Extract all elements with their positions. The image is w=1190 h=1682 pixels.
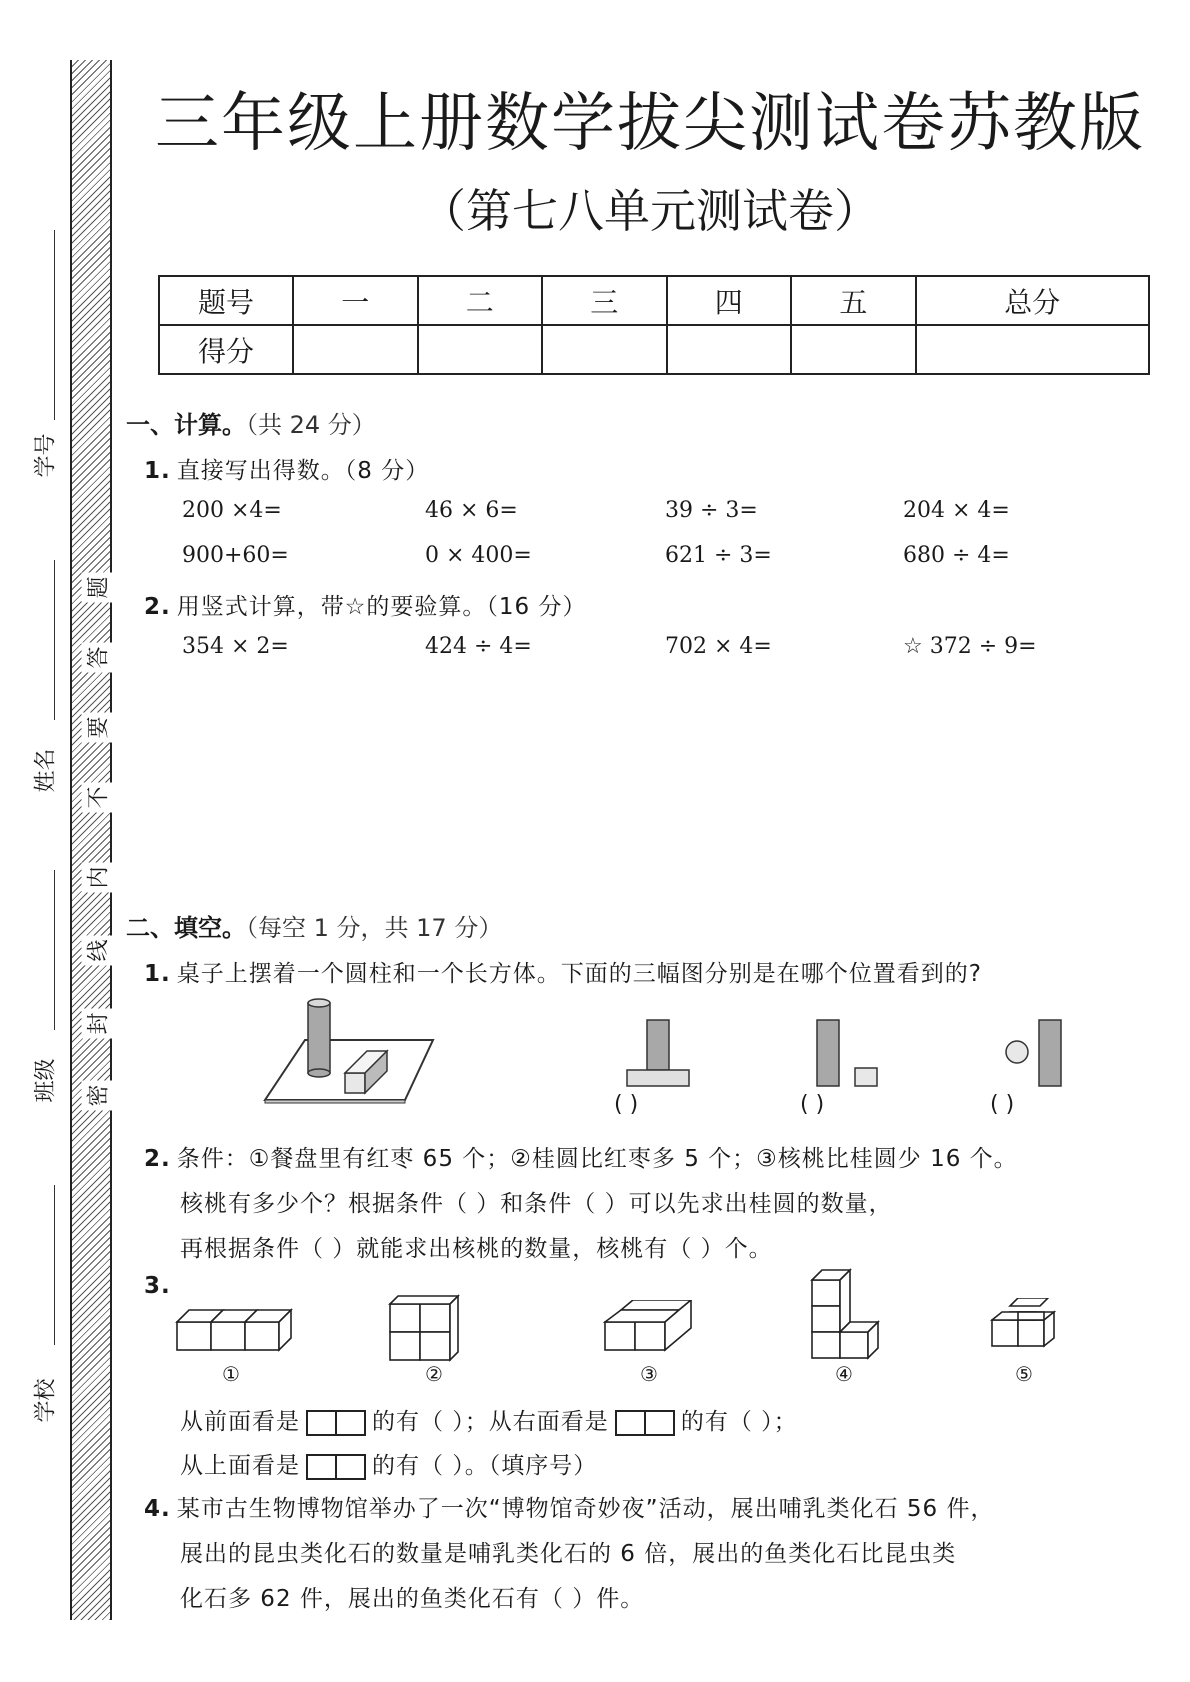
question-text-line: 核桃有多少个？根据条件（ ）和条件（ ）可以先求出桂圆的数量， xyxy=(180,1191,893,1217)
score-table-cell: 一 xyxy=(293,276,418,325)
calc-item: ☆ 372 ÷ 9= xyxy=(903,634,1037,659)
cube-figure-1 xyxy=(175,1300,295,1360)
s1-question-1 xyxy=(144,452,429,485)
calc-item: 200 ×4= xyxy=(182,498,282,523)
score-table-cell: 五 xyxy=(791,276,916,325)
hatched-border xyxy=(70,60,112,1620)
question-text-line: 展出的昆虫类化石的数量是哺乳类化石的 6 倍，展出的鱼类化石比昆虫类 xyxy=(180,1541,957,1567)
cube-figure-3 xyxy=(603,1300,703,1362)
calc-item: 204 × 4= xyxy=(903,498,1010,523)
figure-label: ⑤ xyxy=(1015,1362,1033,1386)
score-input-cell[interactable] xyxy=(916,325,1149,374)
view-figure-c xyxy=(1003,1018,1073,1090)
score-table-cell: 总分 xyxy=(916,276,1149,325)
score-table-header-row xyxy=(159,276,1149,325)
cube-figure-4 xyxy=(810,1268,890,1364)
seal-char: 要 xyxy=(82,713,113,743)
q3-line-1 xyxy=(180,1403,798,1436)
calc-item: 900+60= xyxy=(182,543,289,568)
section-1-heading xyxy=(126,405,376,440)
s2-question-2 xyxy=(144,1140,1018,1173)
calc-item: 354 × 2= xyxy=(182,634,289,659)
score-input-cell[interactable] xyxy=(542,325,667,374)
name-line xyxy=(54,560,55,720)
question-text: 从前面看是 xyxy=(180,1409,300,1435)
two-square-shape xyxy=(306,1454,366,1480)
score-table-score-row xyxy=(159,325,1149,374)
answer-blank[interactable]: ( ) xyxy=(800,1092,825,1117)
calc-item: 621 ÷ 3= xyxy=(665,543,772,568)
school-line xyxy=(54,1185,55,1345)
cube-figure-2 xyxy=(388,1292,468,1362)
view-figure-a xyxy=(625,1018,695,1090)
calc-item: 424 ÷ 4= xyxy=(425,634,532,659)
question-number: 1. xyxy=(144,961,171,987)
view-figure-b xyxy=(815,1018,885,1090)
seal-char: 不 xyxy=(82,783,113,813)
question-text: 条件：①餐盘里有红枣 65 个；②桂圆比红枣多 5 个；③核桃比桂圆少 16 个。 xyxy=(176,1146,1018,1172)
question-text: 某市古生物博物馆举办了一次“博物馆奇妙夜”活动，展出哺乳类化石 56 件， xyxy=(176,1496,995,1522)
section-2-heading xyxy=(126,908,502,943)
page-subtitle: （第七八单元测试卷） xyxy=(420,184,880,238)
score-table-cell: 四 xyxy=(667,276,792,325)
seal-char: 内 xyxy=(82,863,113,893)
section-1-note: （共 24 分） xyxy=(246,411,376,439)
answer-blank[interactable]: ( ) xyxy=(614,1092,639,1117)
cube-figure-5 xyxy=(990,1298,1070,1362)
score-input-cell[interactable] xyxy=(293,325,418,374)
question-number: 4. xyxy=(144,1496,171,1522)
student-no-label: 学号 xyxy=(33,433,59,478)
s2-question-4 xyxy=(144,1490,994,1523)
class-line xyxy=(54,870,55,1030)
score-table-cell: 题号 xyxy=(159,276,293,325)
seal-char: 题 xyxy=(82,573,113,603)
calc-item: 0 × 400= xyxy=(425,543,532,568)
seal-char: 封 xyxy=(82,1009,113,1039)
score-table-cell: 二 xyxy=(418,276,543,325)
s1-question-2 xyxy=(144,588,586,621)
score-table-cell: 三 xyxy=(542,276,667,325)
score-table-cell: 得分 xyxy=(159,325,293,374)
question-number: 2. xyxy=(144,594,171,620)
question-text: 桌子上摆着一个圆柱和一个长方体。下面的三幅图分别是在哪个位置看到的? xyxy=(176,961,982,987)
question-number: 2. xyxy=(144,1146,171,1172)
figure-label: ④ xyxy=(835,1362,853,1386)
score-input-cell[interactable] xyxy=(418,325,543,374)
question-text: 的有（ ）； xyxy=(680,1409,798,1435)
score-input-cell[interactable] xyxy=(667,325,792,374)
question-number: 3. xyxy=(144,1273,171,1299)
figure-label: ② xyxy=(425,1362,443,1386)
name-label: 姓名 xyxy=(33,748,59,793)
q3-line-2 xyxy=(180,1447,597,1480)
score-table xyxy=(158,275,1150,375)
school-label: 学校 xyxy=(33,1378,59,1423)
question-text: 从上面看是 xyxy=(180,1453,300,1479)
question-text-line: 再根据条件（ ）就能求出核桃的数量，核桃有（ ）个。 xyxy=(180,1236,773,1262)
s2-question-3 xyxy=(144,1273,177,1299)
student-no-line xyxy=(54,230,55,420)
question-text-line: 化石多 62 件，展出的鱼类化石有（ ）件。 xyxy=(180,1586,645,1612)
page-title: 三年级上册数学拔尖测试卷苏教版 xyxy=(155,87,1145,161)
figure-label: ① xyxy=(222,1362,240,1386)
calc-item: 680 ÷ 4= xyxy=(903,543,1010,568)
calc-item: 39 ÷ 3= xyxy=(665,498,758,523)
section-2-note: （每空 1 分，共 17 分） xyxy=(246,914,503,942)
question-text: 的有（ ）；从右面看是 xyxy=(372,1409,609,1435)
class-label: 班级 xyxy=(33,1058,59,1103)
two-square-shape xyxy=(615,1410,675,1436)
calc-item: 46 × 6= xyxy=(425,498,518,523)
seal-char: 答 xyxy=(82,643,113,673)
section-1-title: 一、计算。 xyxy=(126,411,246,439)
two-square-shape xyxy=(306,1410,366,1436)
score-input-cell[interactable] xyxy=(791,325,916,374)
question-text: 用竖式计算，带☆的要验算。（16 分） xyxy=(176,594,587,620)
question-number: 1. xyxy=(144,458,171,484)
section-2-title: 二、填空。 xyxy=(126,914,246,942)
answer-blank[interactable]: ( ) xyxy=(990,1092,1015,1117)
table-cylinder-cuboid-figure xyxy=(255,995,455,1105)
seal-char: 密 xyxy=(82,1081,113,1111)
question-text: 直接写出得数。（8 分） xyxy=(176,458,430,484)
s2-question-1 xyxy=(144,955,982,988)
figure-label: ③ xyxy=(640,1362,658,1386)
calc-item: 702 × 4= xyxy=(665,634,772,659)
question-text: 的有（ ）。（填序号） xyxy=(372,1453,598,1479)
seal-char: 线 xyxy=(82,936,113,966)
